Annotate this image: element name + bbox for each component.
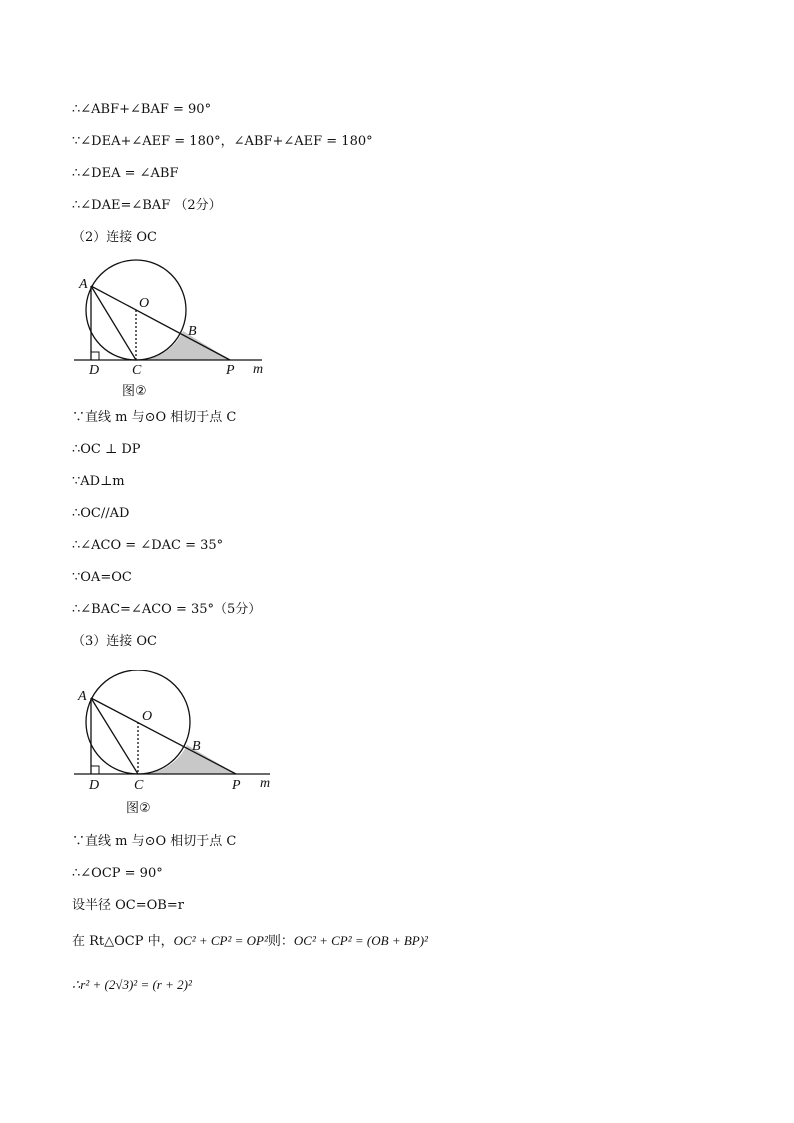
segment-ap: [91, 698, 236, 774]
line-8: ∵AD⊥m: [72, 474, 125, 489]
equation-2: OC² + CP² = (OB + BP)²: [293, 933, 428, 948]
label-m: m: [253, 362, 264, 377]
caption: 图②: [122, 384, 147, 398]
label-a: A: [79, 277, 88, 292]
label-c: C: [132, 363, 142, 378]
line-12: ∴∠BAC=∠ACO = 35°（5分）: [72, 602, 262, 617]
line-4: ∴∠DAE=∠BAF （2分）: [72, 198, 222, 213]
line-7: ∴OC ⊥ DP: [72, 442, 141, 457]
right-angle-mark: [91, 352, 99, 360]
label-d: D: [89, 363, 100, 378]
label-o: O: [139, 296, 150, 311]
line-17: [72, 932, 428, 951]
label-m: m: [260, 776, 271, 791]
line-1: ∴∠ABF+∠BAF = 90°: [72, 102, 212, 117]
line-11: ∵OA=OC: [72, 570, 132, 585]
label-p: P: [226, 363, 235, 378]
right-angle-mark: [91, 766, 99, 774]
segment-ac: [91, 286, 136, 360]
label-p: P: [232, 778, 241, 793]
line-16: 设半径 OC=OB=r: [72, 898, 184, 913]
label-d: D: [89, 778, 100, 793]
line-15: ∴∠OCP = 90°: [72, 866, 163, 881]
line-6: ∵直线 m 与⊙O 相切于点 C: [72, 410, 237, 425]
segment-ap: [91, 286, 230, 360]
caption: 图②: [126, 801, 151, 816]
label-a: A: [78, 689, 87, 704]
shaded-region: [138, 745, 236, 774]
line-5: （2）连接 OC: [72, 230, 158, 245]
segment-ac: [91, 698, 138, 774]
figure-2: [70, 670, 280, 818]
line-13: （3）连接 OC: [72, 634, 158, 649]
line-17-prefix: 在 Rt△OCP 中，: [72, 934, 174, 949]
line-17-mid: 则：: [267, 934, 294, 949]
line-14: ∵直线 m 与⊙O 相切于点 C: [72, 834, 237, 849]
equation-1: OC² + CP² = OP²: [173, 933, 268, 948]
figure-1: [70, 258, 270, 398]
label-o: O: [142, 709, 153, 724]
label-b: B: [192, 739, 201, 754]
line-18: ∴r² + (2√3)² = (r + 2)²: [72, 977, 192, 992]
line-10: ∴∠ACO = ∠DAC = 35°: [72, 538, 224, 553]
line-3: ∴∠DEA = ∠ABF: [72, 166, 179, 181]
line-9: ∴OC//AD: [72, 506, 130, 521]
label-b: B: [188, 324, 197, 339]
label-c: C: [134, 778, 144, 793]
line-2: ∵∠DEA+∠AEF = 180°，∠ABF+∠AEF = 180°: [72, 134, 373, 149]
